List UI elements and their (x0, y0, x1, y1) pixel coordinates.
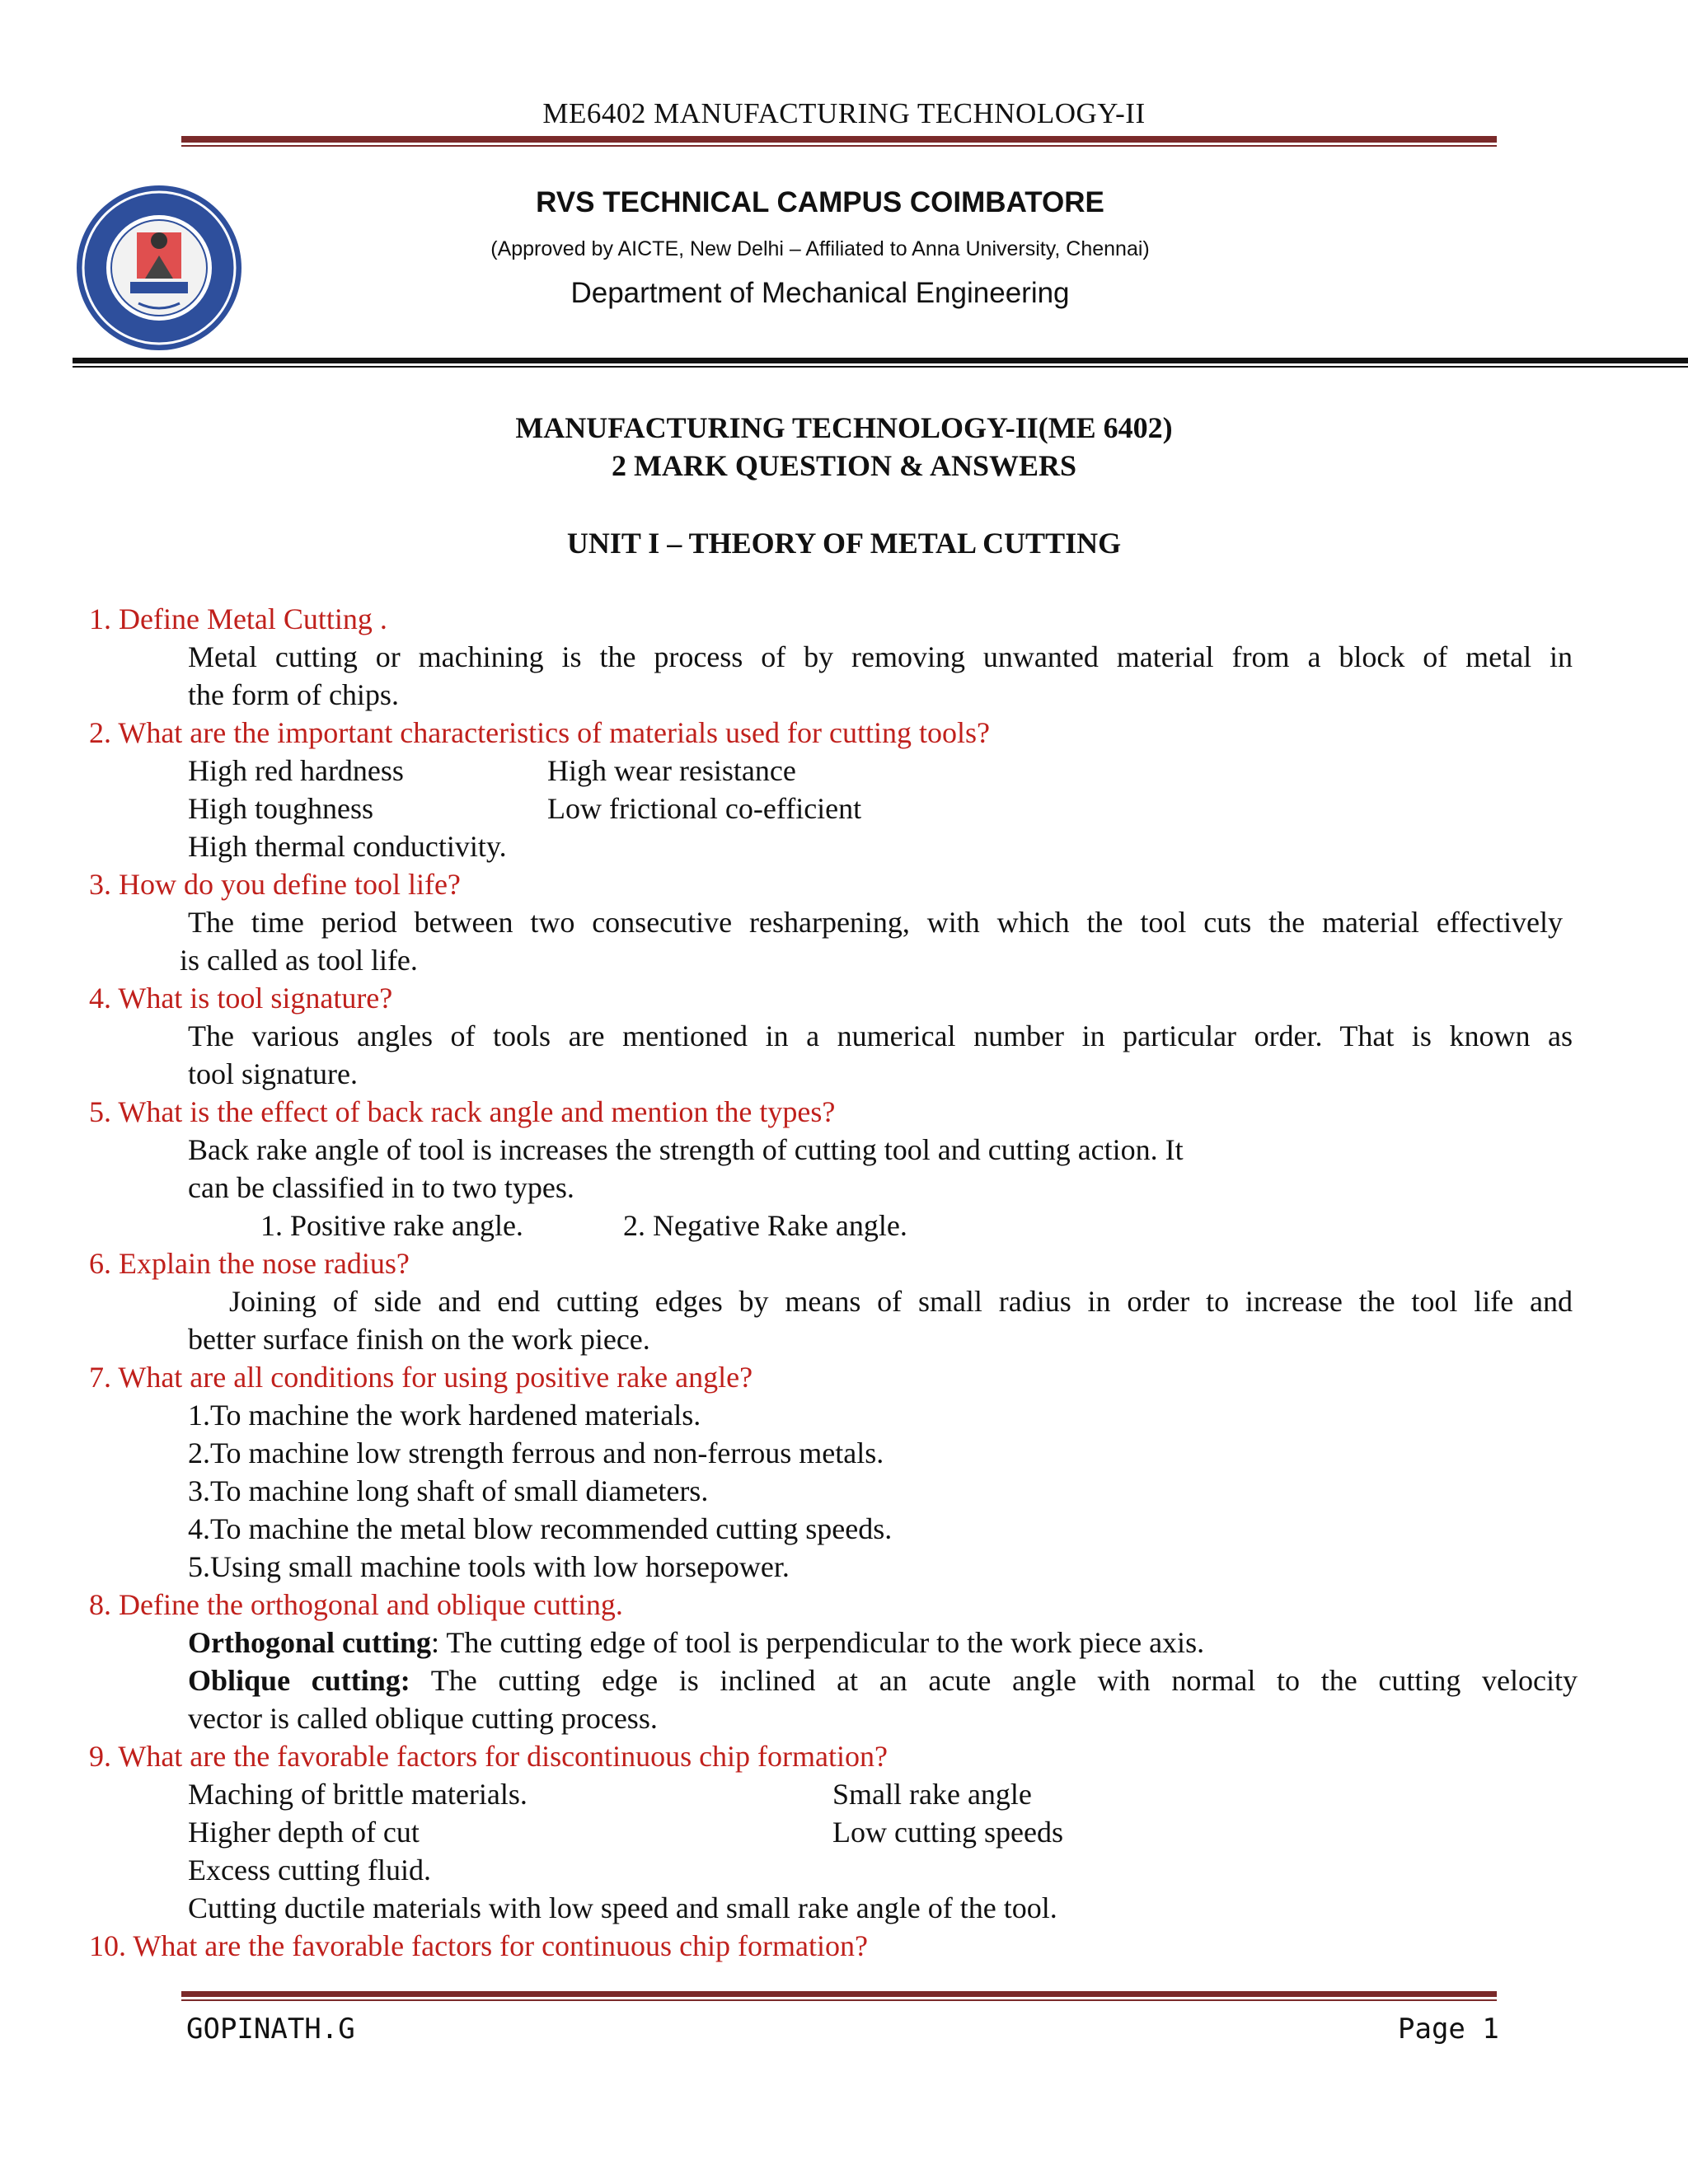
factor-4: Low cutting speeds (832, 1816, 1063, 1849)
answer-5-line-2: can be classified in to two types. (188, 1171, 574, 1204)
characteristic-1: High red hardness (188, 754, 404, 787)
factor-3: Higher depth of cut (188, 1816, 420, 1849)
document-subtitle: 2 MARK QUESTION & ANSWERS (611, 449, 1077, 482)
footer-rule-thin (181, 1999, 1497, 2001)
orthogonal-definition (188, 1625, 1204, 1660)
header-divider (73, 358, 1688, 363)
rake-type-2: 2. Negative Rake angle. (623, 1209, 907, 1242)
oblique-definition-line-2: vector is called oblique cutting process. (188, 1702, 658, 1735)
question-5: 5. What is the effect of back rack angle and mention the types? (89, 1095, 836, 1128)
footer-author: GOPINATH.G (186, 2013, 355, 2046)
oblique-label: Oblique cutting: (188, 1664, 410, 1697)
answer-1-line-2: the form of chips. (188, 678, 399, 711)
condition-2: 2.To machine low strength ferrous and non-ferrous metals. (188, 1436, 884, 1469)
answer-3-line-1: The time period between two consecutive resharpening, with which the tool cuts the material effectively (188, 906, 1563, 939)
answer-6-line-1: Joining of side and end cutting edges by means of small radius in order to increase the tool life and (229, 1285, 1573, 1318)
question-6: 6. Explain the nose radius? (89, 1247, 410, 1280)
question-3: 3. How do you define tool life? (89, 868, 461, 901)
factor-2: Small rake angle (832, 1778, 1032, 1811)
department-name: Department of Mechanical Engineering (570, 277, 1070, 309)
unit-heading: UNIT I – THEORY OF METAL CUTTING (566, 527, 1122, 560)
characteristic-4: Low frictional co-efficient (547, 792, 862, 825)
condition-4: 4.To machine the metal blow recommended cutting speeds. (188, 1512, 893, 1545)
condition-1: 1.To machine the work hardened materials. (188, 1399, 701, 1432)
question-9: 9. What are the favorable factors for discontinuous chip formation? (89, 1740, 888, 1773)
orthogonal-text: : The cutting edge of tool is perpendicular to the work piece axis. (431, 1626, 1205, 1659)
answer-4-line-1: The various angles of tools are mentioned in a numerical number in particular order. That is known as (188, 1019, 1573, 1052)
question-1: 1. Define Metal Cutting . (89, 602, 387, 635)
factor-5: Excess cutting fluid. (188, 1854, 431, 1886)
question-2: 2. What are the important characteristics of materials used for cutting tools? (89, 716, 990, 749)
answer-3-line-2: is called as tool life. (180, 944, 418, 977)
factor-6: Cutting ductile materials with low speed and small rake angle of the tool. (188, 1891, 1057, 1924)
answer-1-line-1: Metal cutting or machining is the process of by removing unwanted material from a block of metal in (188, 640, 1573, 673)
question-8: 8. Define the orthogonal and oblique cutting. (89, 1588, 623, 1621)
answer-6-line-2: better surface finish on the work piece. (188, 1323, 650, 1356)
question-4: 4. What is tool signature? (89, 982, 393, 1015)
condition-3: 3.To machine long shaft of small diameters. (188, 1474, 709, 1507)
approval-line: (Approved by AICTE, New Delhi – Affiliated to Anna University, Chennai) (490, 237, 1150, 260)
header-rule-thin (181, 145, 1497, 147)
footer-rule (181, 1991, 1497, 1997)
characteristic-3: High toughness (188, 792, 373, 825)
document-title: MANUFACTURING TECHNOLOGY-II(ME 6402) (515, 411, 1173, 444)
condition-5: 5.Using small machine tools with low horsepower. (188, 1550, 790, 1583)
rake-type-1: 1. Positive rake angle. (260, 1209, 523, 1242)
question-7: 7. What are all conditions for using positive rake angle? (89, 1361, 753, 1394)
header-divider-thin (73, 366, 1688, 368)
orthogonal-label: Orthogonal cutting (188, 1626, 432, 1659)
oblique-text: The cutting edge is inclined at an acute angle with normal to the cutting velocity (410, 1664, 1578, 1697)
characteristic-5: High thermal conductivity. (188, 830, 507, 863)
factor-1: Maching of brittle materials. (188, 1778, 528, 1811)
institution-name: RVS TECHNICAL CAMPUS COIMBATORE (536, 186, 1104, 218)
question-10: 10. What are the favorable factors for continuous chip formation? (89, 1929, 868, 1962)
answer-4-line-2: tool signature. (188, 1057, 358, 1090)
answer-5-line-1: Back rake angle of tool is increases the strength of cutting tool and cutting action. It (188, 1133, 1184, 1166)
page-number: Page 1 (1398, 2013, 1499, 2046)
characteristic-2: High wear resistance (547, 754, 796, 787)
oblique-definition (188, 1663, 1578, 1698)
course-header: ME6402 MANUFACTURING TECHNOLOGY-II (542, 97, 1146, 129)
header-rule (181, 136, 1497, 143)
